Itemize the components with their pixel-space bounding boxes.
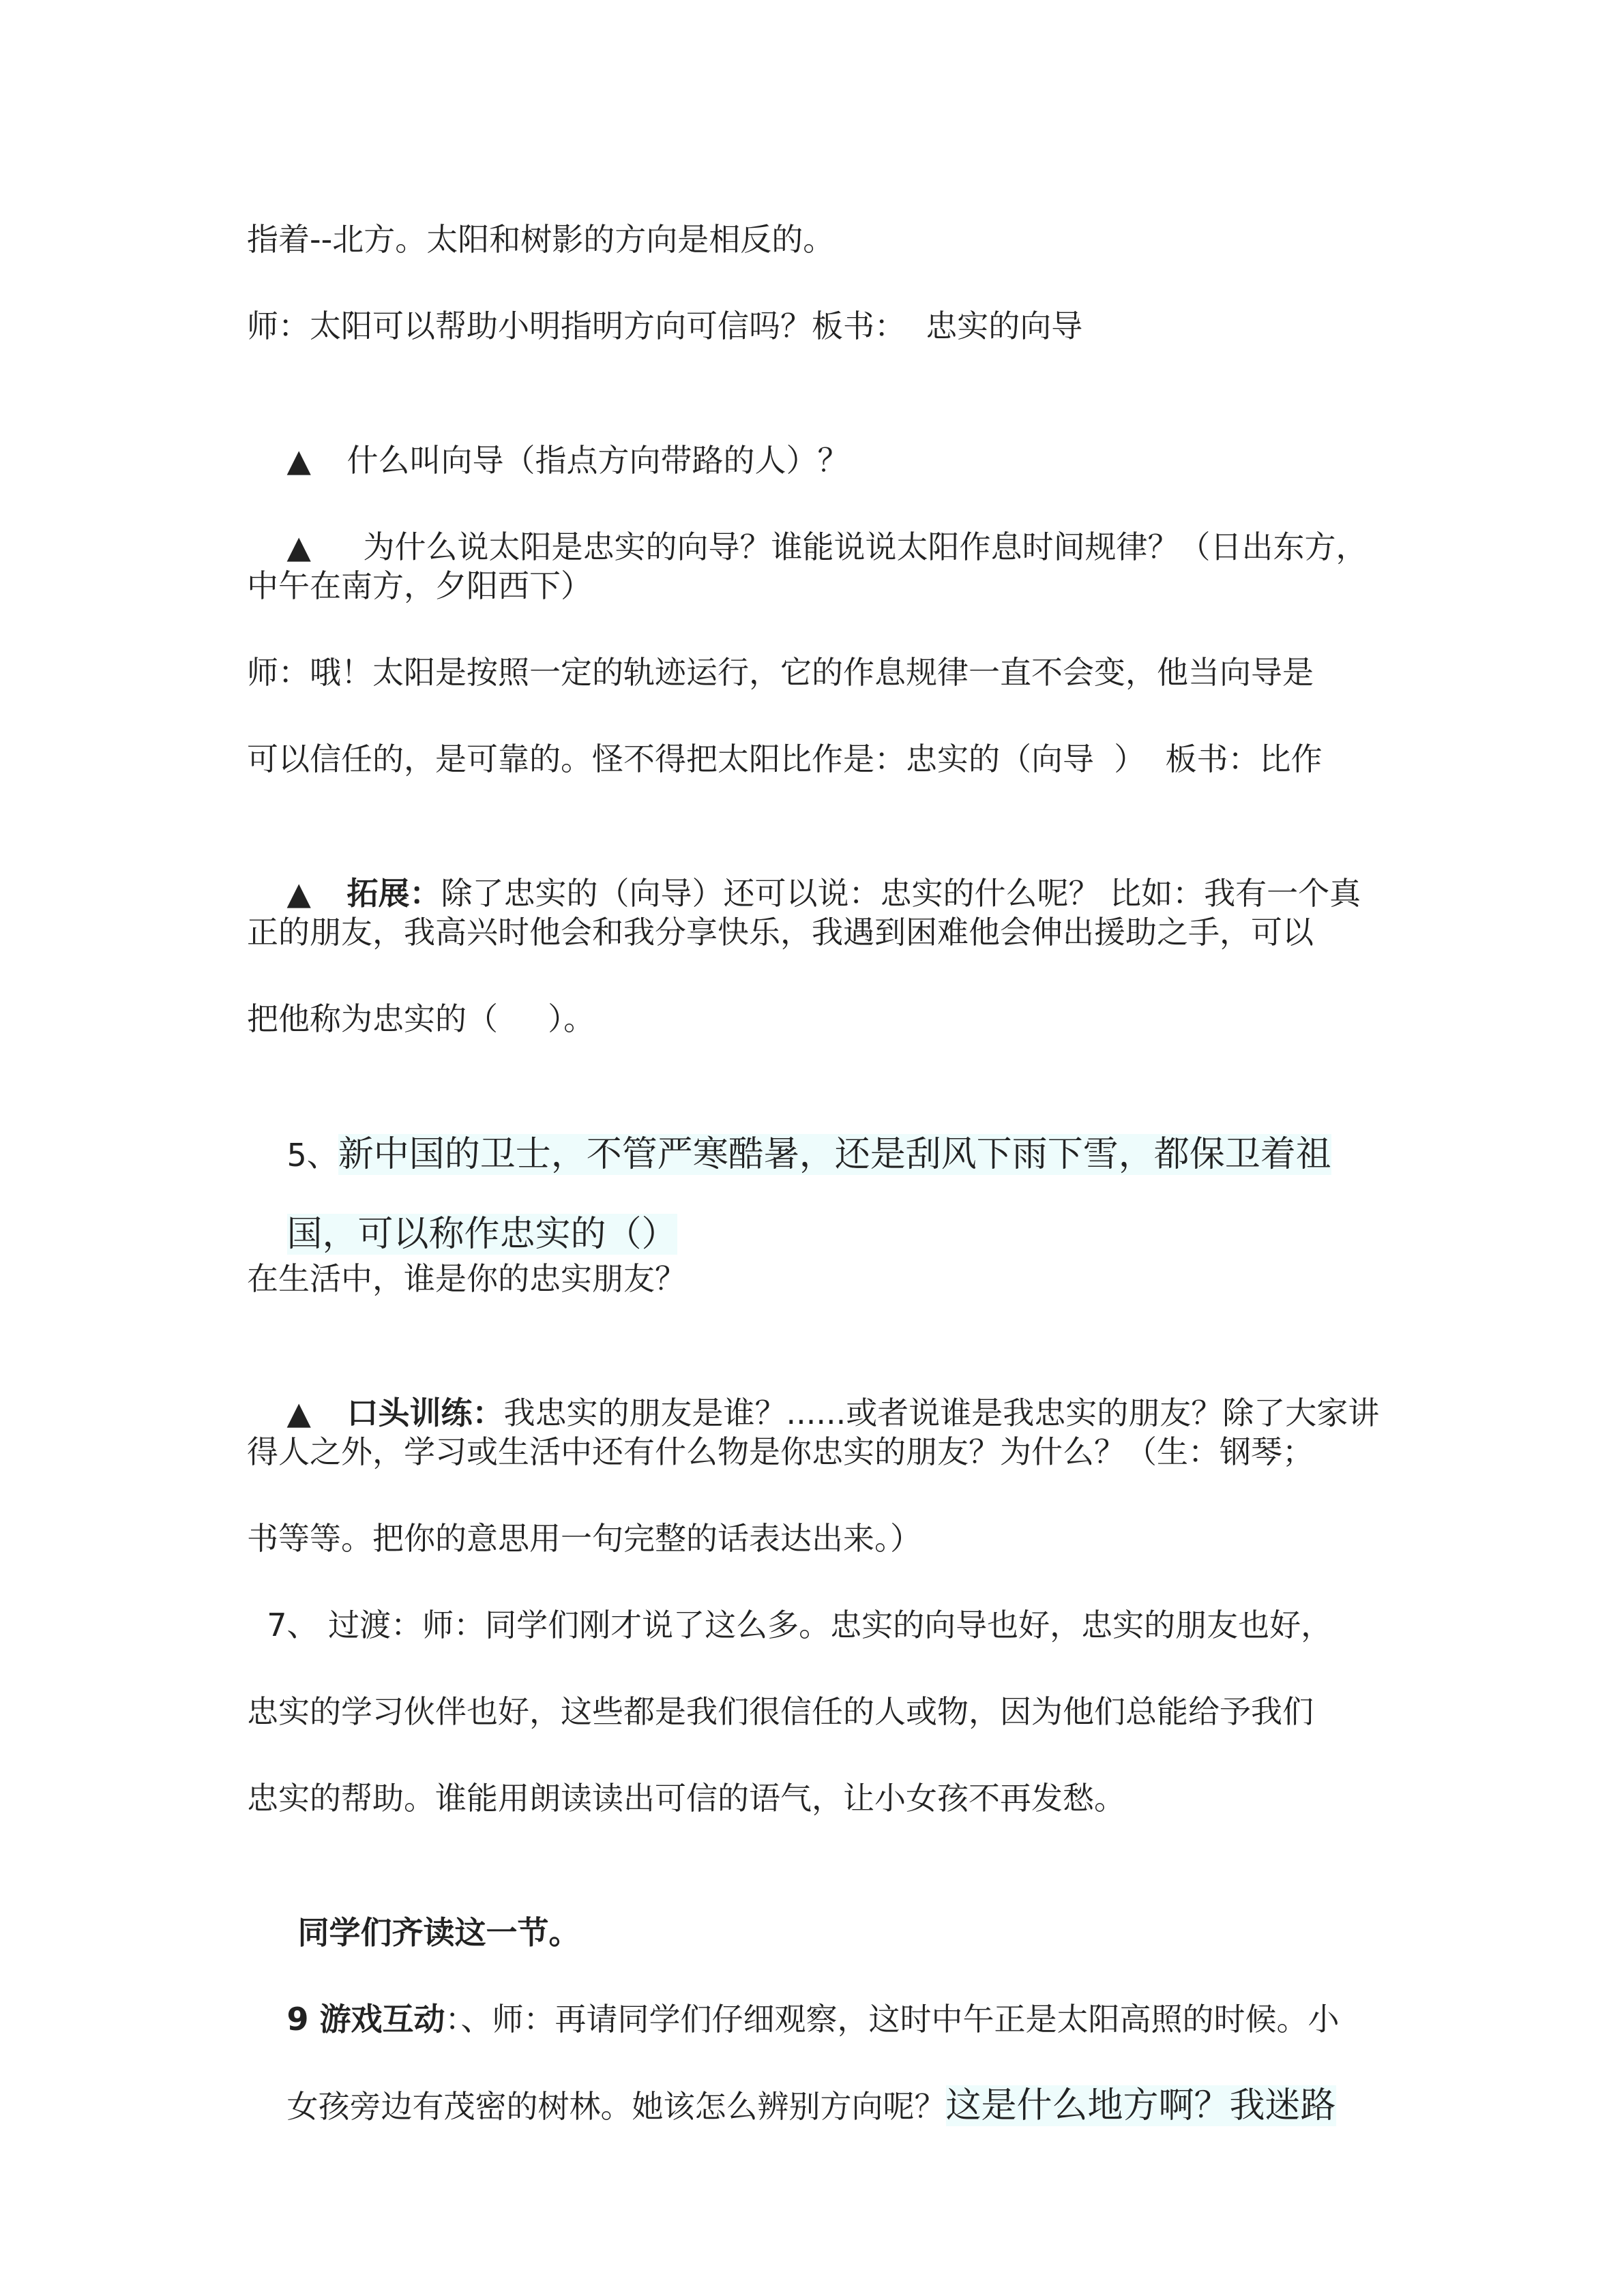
text-line — [247, 389, 849, 479]
text-span: 除了忠实的（向导）还可以说：忠实的什么呢？ 比如：我有一个真 — [441, 875, 1361, 912]
bold-label: 口头训练： — [346, 1395, 504, 1431]
triangle-bullet-icon: ▲ — [286, 1395, 311, 1431]
text-line — [247, 1341, 1380, 1431]
text-line: 在生活中，谁是你的忠实朋友？ — [247, 1260, 686, 1297]
text-line — [247, 2034, 1336, 2126]
text-line: 中午在南方，夕阳西下） — [247, 567, 592, 604]
text-line: 把他称为忠实的（ ）。 — [247, 1000, 595, 1037]
text-line: 指着--北方。太阳和树影的方向是相反的。 — [247, 221, 835, 258]
text-line: 师：哦！太阳是按照一定的轨迹运行，它的作息规律一直不会变，他当向导是 — [247, 654, 1314, 691]
text-line: 7、 过渡：师：同学们刚才说了这么多。忠实的向导也好，忠实的朋友也好， — [247, 1607, 1333, 1643]
text-line — [247, 475, 1368, 565]
triangle-bullet-icon: ▲ — [286, 442, 311, 479]
text-line — [247, 1948, 1340, 2038]
triangle-bullet-icon: ▲ — [286, 875, 311, 912]
bold-label: 拓展： — [346, 875, 441, 912]
text-span: 女孩旁边有茂密的树林。她该怎么辨别方向呢？ — [286, 2088, 946, 2125]
text-span: 5、 — [286, 1137, 338, 1174]
text-line — [247, 1163, 677, 1255]
text-line — [247, 1861, 580, 1951]
highlighted-text: 这是什么地方啊？我迷路 — [945, 2085, 1336, 2126]
text-line — [247, 822, 1361, 912]
text-line: 师：太阳可以帮助小明指明方向可信吗？板书： 忠实的向导 — [247, 308, 1083, 344]
text-span: 我忠实的朋友是谁？......或者说谁是我忠实的朋友？除了大家讲 — [503, 1395, 1380, 1431]
highlighted-text: 国，可以称作忠实的（） — [286, 1214, 677, 1255]
text-span: ：、师：再请同学们仔细观察，这时中午正是太阳高照的时候。小 — [445, 2001, 1340, 2038]
text-line: 忠实的帮助。谁能用朗读读出可信的语气，让小女孩不再发愁。 — [247, 1780, 1125, 1817]
text-line: 可以信任的，是可靠的。怪不得把太阳比作是：忠实的（向导 ） 板书：比作 — [247, 741, 1323, 777]
bold-heading: 同学们齐读这一节。 — [286, 1914, 580, 1951]
bold-label: 9 游戏互动 — [286, 2001, 445, 2038]
text-line: 得人之外，学习或生活中还有什么物是你忠实的朋友？为什么？（生：钢琴； — [247, 1433, 1314, 1470]
text-line — [247, 1083, 1331, 1175]
text-span: 为什么说太阳是忠实的向导？谁能说说太阳作息时间规律？（日出东方， — [363, 528, 1368, 565]
text-line: 正的朋友，我高兴时他会和我分享快乐，我遇到困难他会伸出援助之手，可以 — [247, 914, 1314, 951]
triangle-bullet-icon: ▲ — [286, 528, 311, 565]
highlighted-text: 新中国的卫士，不管严寒酷暑，还是刮风下雨下雪，都保卫着祖 — [338, 1134, 1331, 1175]
text-line: 书等等。把你的意思用一句完整的话表达出来。） — [247, 1520, 921, 1557]
text-line: 忠实的学习伙伴也好，这些都是我们很信任的人或物，因为他们总能给予我们 — [247, 1693, 1314, 1730]
text-span: 什么叫向导（指点方向带路的人）？ — [346, 442, 849, 479]
